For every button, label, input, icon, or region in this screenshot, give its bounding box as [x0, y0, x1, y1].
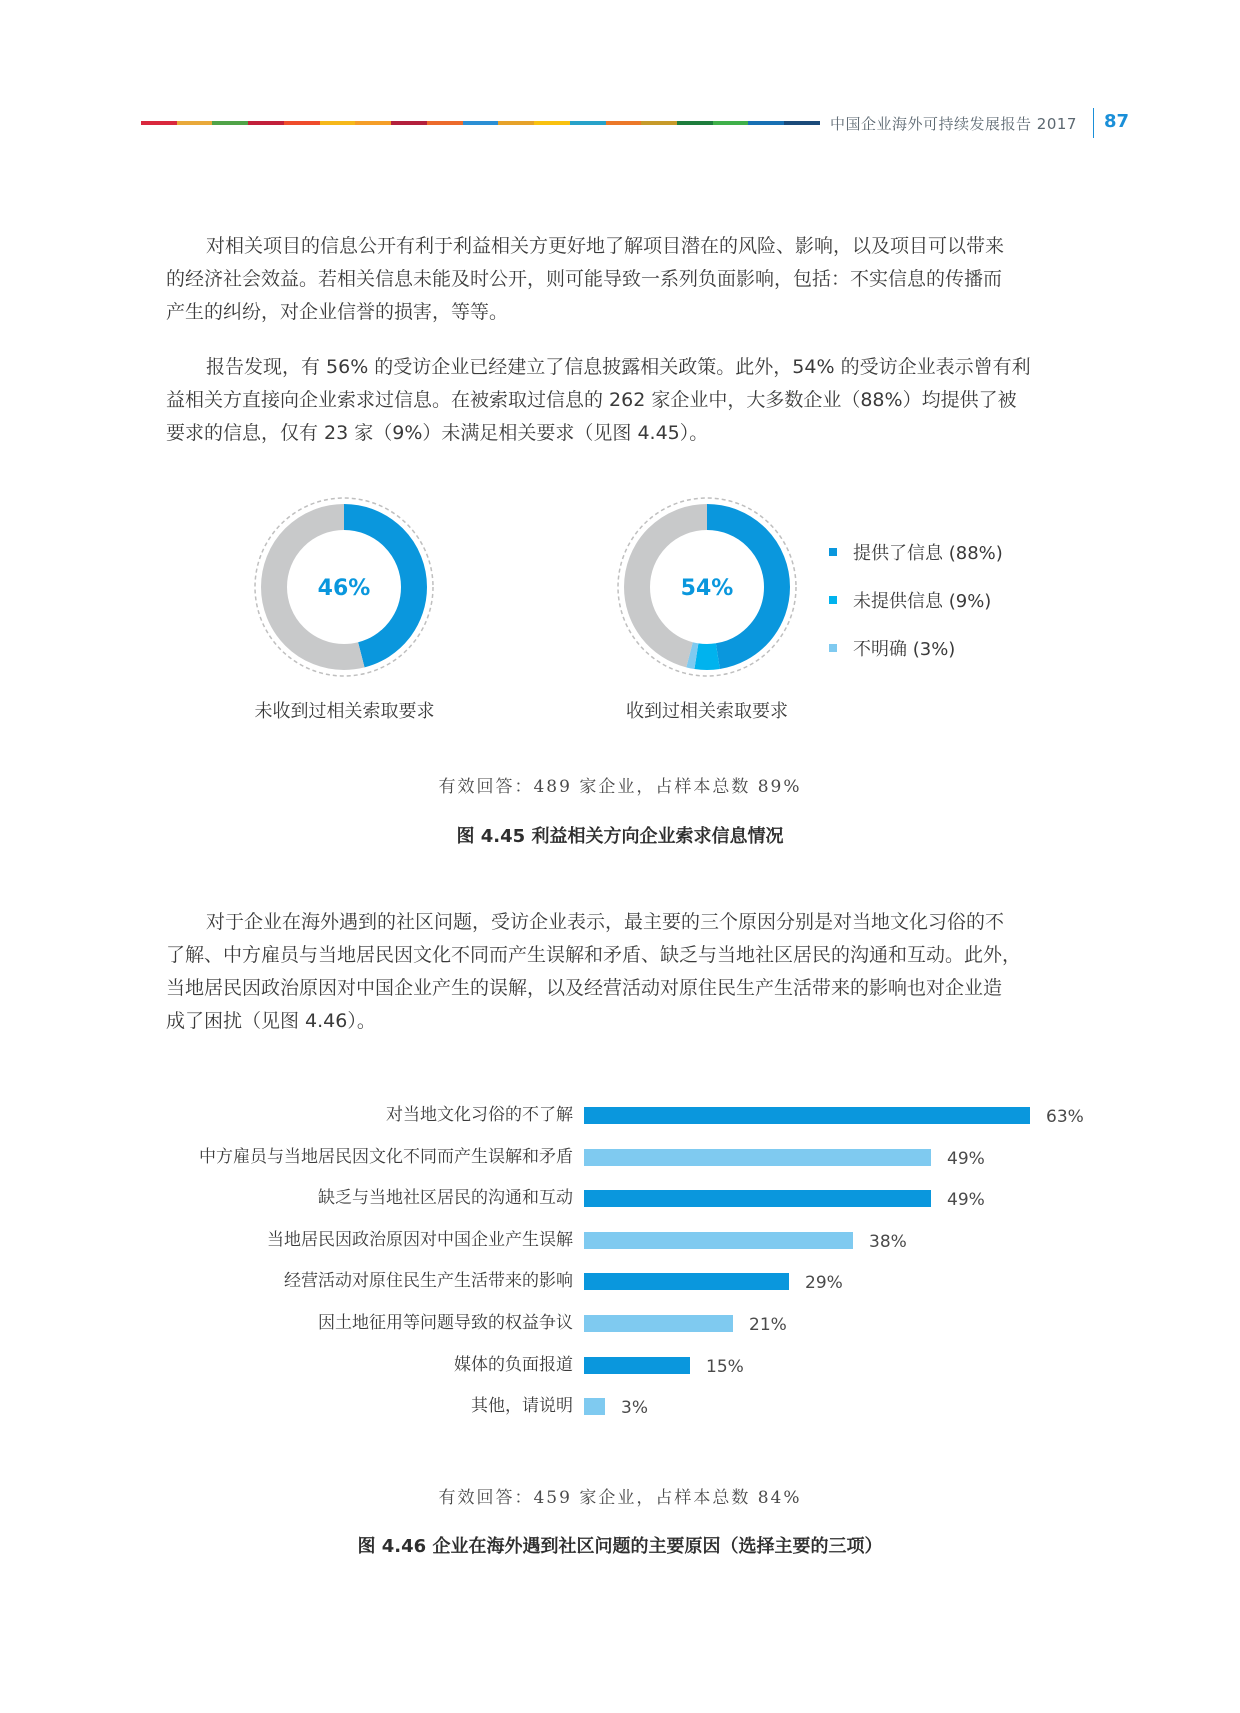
legend-item-unclear: [829, 624, 1003, 672]
header-stripe-segment: [141, 121, 177, 125]
header-stripe-segment: [248, 121, 284, 125]
bar: [584, 1357, 690, 1374]
header-stripe-segment: [463, 121, 499, 125]
legend-item-provided: [829, 528, 1003, 576]
donut-center-label: 54%: [680, 576, 734, 601]
bar-row: [0, 1353, 1240, 1377]
donut-chart-not-requested: [252, 495, 436, 679]
paragraph-line: 对相关项目的信息公开有利于利益相关方更好地了解项目潜在的风险、影响，以及项目可以带来: [206, 235, 1005, 257]
paragraph-line: 了解、中方雇员与当地居民因文化不同而产生误解和矛盾、缺乏与当地社区居民的沟通和互动。此外，: [166, 944, 1022, 966]
legend-swatch: [829, 548, 837, 556]
header-stripe-segment: [391, 121, 427, 125]
paragraph-line: 的经济社会效益。若相关信息未能及时公开，则可能导致一系列负面影响，包括：不实信息的传播而: [166, 268, 1003, 290]
bar-category-label: 其他，请说明: [471, 1396, 573, 1416]
donut-caption-requested: 收到过相关索取要求: [626, 701, 788, 722]
bar-value-label: 21%: [749, 1315, 787, 1335]
bar-value-label: 38%: [869, 1232, 907, 1252]
legend-label: 不明确 (3%): [853, 639, 956, 660]
paragraph-3: [166, 906, 1096, 1038]
bar-row: [0, 1145, 1240, 1169]
paragraph-1: [166, 230, 1096, 329]
figure-445-source: 有效回答：489 家企业，占样本总数 89%: [438, 777, 802, 797]
header-stripe-segment: [748, 121, 784, 125]
legend-swatch: [829, 596, 837, 604]
paragraph-line: 报告发现，有 56% 的受访企业已经建立了信息披露相关政策。此外，54% 的受访企业表示曾有利: [206, 356, 1031, 378]
bar-category-label: 对当地文化习俗的不了解: [386, 1105, 573, 1125]
donut-legend: [829, 528, 1003, 672]
bar-value-label: 3%: [621, 1398, 648, 1418]
header-stripe-segment: [570, 121, 606, 125]
figure-446-caption: 图 4.46 企业在海外遇到社区问题的主要原因（选择主要的三项）: [357, 1536, 883, 1557]
bar: [584, 1149, 931, 1166]
legend-item-not-provided: [829, 576, 1003, 624]
bar-category-label: 媒体的负面报道: [454, 1355, 573, 1375]
bar-category-label: 当地居民因政治原因对中国企业产生误解: [267, 1230, 573, 1250]
header-stripe-segment: [534, 121, 570, 125]
bar-row: [0, 1228, 1240, 1252]
bar-row: [0, 1311, 1240, 1335]
bar: [584, 1273, 789, 1290]
paragraph-line: 产生的纠纷，对企业信誉的损害，等等。: [166, 301, 509, 323]
donut-caption-not-requested: 未收到过相关索取要求: [254, 701, 435, 722]
header-stripe-segment: [641, 121, 677, 125]
bar-category-label: 因土地征用等问题导致的权益争议: [318, 1313, 573, 1333]
bar-value-label: 29%: [805, 1273, 843, 1293]
bar-category-label: 缺乏与当地社区居民的沟通和互动: [318, 1188, 573, 1208]
bar-value-label: 49%: [947, 1149, 985, 1169]
paragraph-line: 对于企业在海外遇到的社区问题，受访企业表示，最主要的三个原因分别是对当地文化习俗的不: [206, 911, 1005, 933]
paragraph-line: 要求的信息，仅有 23 家（9%）未满足相关要求（见图 4.45）。: [166, 422, 709, 444]
paragraph-line: 成了困扰（见图 4.46）。: [166, 1010, 376, 1032]
header-stripe-segment: [177, 121, 213, 125]
header-stripe-segment: [606, 121, 642, 125]
paragraph-2: [166, 351, 1096, 450]
header-stripe-segment: [284, 121, 320, 125]
bar-value-label: 15%: [706, 1357, 744, 1377]
paragraph-line: 当地居民因政治原因对中国企业产生的误解，以及经营活动对原住民生产生活带来的影响也对企业造: [166, 977, 1003, 999]
legend-label: 提供了信息 (88%): [853, 543, 1003, 564]
page-number: 87: [1104, 111, 1130, 132]
header-stripe-segment: [784, 121, 820, 125]
bar: [584, 1398, 605, 1415]
bar: [584, 1190, 931, 1207]
bar-value-label: 49%: [947, 1190, 985, 1210]
figure-445-caption: 图 4.45 利益相关方向企业索求信息情况: [456, 826, 784, 847]
bar-category-label: 经营活动对原住民生产生活带来的影响: [284, 1271, 573, 1291]
paragraph-line: 益相关方直接向企业索求过信息。在被索取过信息的 262 家企业中，大多数企业（88%）均提供了被: [166, 389, 1017, 411]
header-stripe-segment: [713, 121, 749, 125]
header-stripe-segment: [677, 121, 713, 125]
bar-row: [0, 1103, 1240, 1127]
header-stripe-segment: [427, 121, 463, 125]
donut-center-label: 46%: [317, 576, 371, 601]
header-divider: [1093, 108, 1094, 138]
bar: [584, 1315, 733, 1332]
donut-chart-requested: [615, 495, 799, 679]
header-stripe-segment: [320, 121, 356, 125]
figure-446-source: 有效回答：459 家企业，占样本总数 84%: [438, 1488, 802, 1508]
bar-row: [0, 1269, 1240, 1293]
bar: [584, 1232, 853, 1249]
bar-value-label: 63%: [1046, 1107, 1084, 1127]
bar-category-label: 中方雇员与当地居民因文化不同而产生误解和矛盾: [199, 1147, 573, 1167]
header-color-stripe: [141, 121, 820, 125]
bar-row: [0, 1186, 1240, 1210]
legend-label: 未提供信息 (9%): [853, 591, 992, 612]
header-stripe-segment: [355, 121, 391, 125]
legend-swatch: [829, 644, 837, 652]
header-stripe-segment: [212, 121, 248, 125]
bar: [584, 1107, 1030, 1124]
header-stripe-segment: [498, 121, 534, 125]
header-title: 中国企业海外可持续发展报告 2017: [830, 115, 1077, 133]
bar-row: [0, 1394, 1240, 1418]
